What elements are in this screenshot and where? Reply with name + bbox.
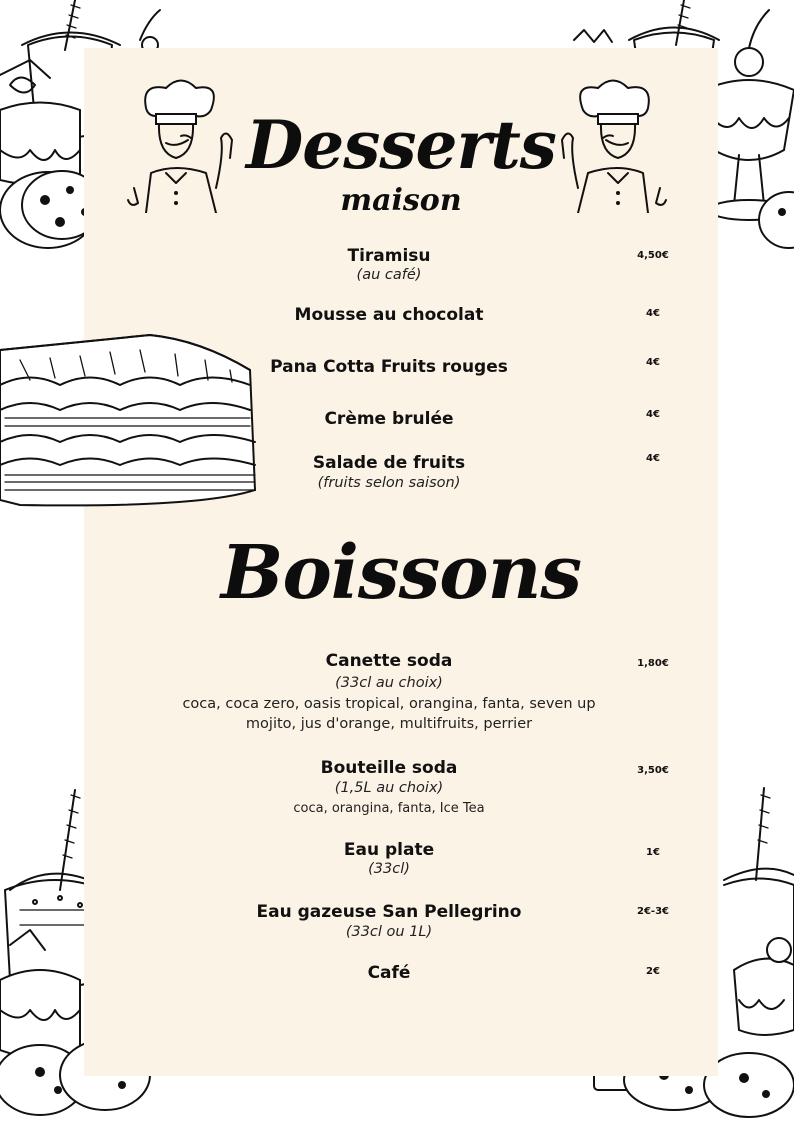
item-note: (au café) — [356, 267, 422, 283]
item-name: Crème brulée — [324, 409, 454, 429]
item-price: 4€ — [646, 357, 660, 368]
item-note: (33cl ou 1L) — [345, 924, 433, 940]
item-price: 1,80€ — [637, 658, 669, 669]
tiramisu-illustration — [0, 330, 265, 512]
item-price: 2€-3€ — [637, 906, 669, 917]
item-description: mojito, jus d'orange, multifruits, perrier — [245, 716, 533, 732]
item-price: 4€ — [646, 409, 660, 420]
item-note: (1,5L au choix) — [334, 780, 444, 796]
desserts-title: Desserts — [246, 106, 556, 184]
item-name: Bouteille soda — [320, 758, 458, 778]
item-price: 1€ — [646, 847, 660, 858]
item-name: Eau plate — [343, 840, 435, 860]
menu-panel — [84, 48, 718, 1076]
item-description: coca, coca zero, oasis tropical, orangina, fanta, seven up — [182, 696, 596, 712]
item-name: Café — [367, 963, 411, 983]
item-price: 4,50€ — [637, 250, 669, 261]
item-name: Tiramisu — [347, 246, 431, 266]
item-price: 4€ — [646, 453, 660, 464]
item-name: Salade de fruits — [312, 453, 466, 473]
item-price: 4€ — [646, 308, 660, 319]
item-note: (fruits selon saison) — [317, 475, 461, 491]
boissons-title: Boissons — [220, 530, 582, 616]
item-description: coca, orangina, fanta, Ice Tea — [293, 801, 485, 816]
item-name: Eau gazeuse San Pellegrino — [256, 902, 522, 922]
item-name: Canette soda — [325, 651, 453, 671]
item-note: (33cl) — [368, 861, 410, 877]
item-price: 3,50€ — [637, 765, 669, 776]
desserts-subtitle: maison — [340, 183, 462, 218]
item-note: (33cl au choix) — [335, 675, 443, 691]
item-price: 2€ — [646, 966, 660, 977]
item-name: Pana Cotta Fruits rouges — [270, 357, 508, 377]
item-name: Mousse au chocolat — [294, 305, 484, 325]
